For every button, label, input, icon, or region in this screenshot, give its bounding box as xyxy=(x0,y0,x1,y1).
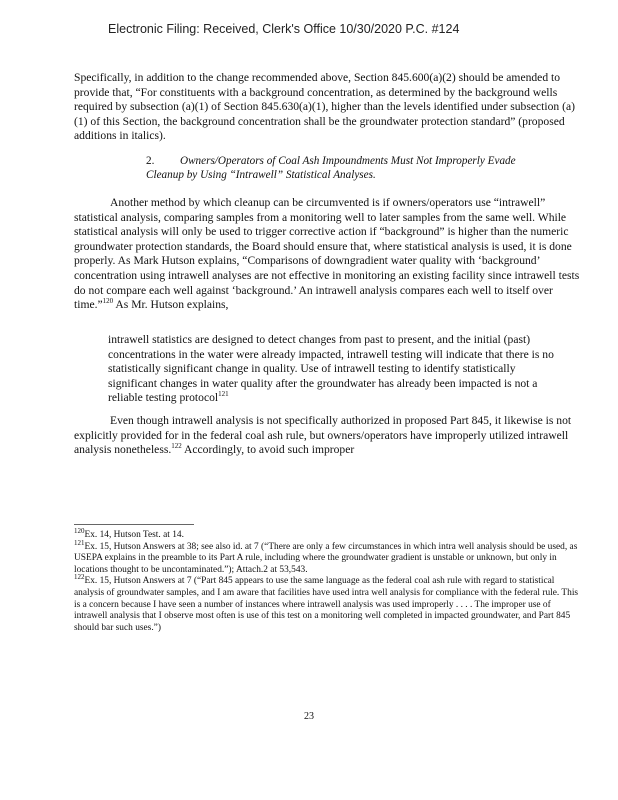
paragraph-text: Another method by which cleanup can be circumvented is if owners/operators use “intrawell” statistical analysis, comparing samples from a monitoring well to later samples from the same well. While statistical analysis will only be used to trigger corrective action if “background” is higher than the numeric groundwater protection standards, the Board should ensure that, where statistical analysis is used, it is done properly. As Mark Hutson explains, “Comparisons of downgradient water quality with ‘background’ concentration using intrawell analyses are not effective in monitoring an existing facility since intrawell tests do not compare each well against ‘background.’ An intrawell analysis compares each well to itself over time.” xyxy=(74,196,580,312)
section-number: 2. xyxy=(146,155,155,167)
footnote-number: 122 xyxy=(74,573,85,582)
section-heading xyxy=(146,154,526,183)
paragraph-background-standard: Specifically, in addition to the change recommended above, Section 845.600(a)(2) should be amended to provide that, “For constituents with a background concentration, as determined by the background wells required by subsection (a)(1) of Section 845.630(a)(1), higher than the levels identified under subsection (a)(1) of this Section, the background concentration shall be the groundwater protection standard” (proposed additions in italics). xyxy=(74,71,575,143)
footnotes xyxy=(74,526,586,634)
footnote-text: Ex. 14, Hutson Test. at 14. xyxy=(84,530,184,540)
footnote-ref-122: 122 xyxy=(171,442,182,451)
footnote-separator xyxy=(74,524,194,525)
paragraph-tail: Accordingly, to avoid such improper xyxy=(181,443,355,457)
section-title: Owners/Operators of Coal Ash Impoundments Must Not Improperly Evade Cleanup by Using “Intrawell” Statistical Analyses. xyxy=(146,155,516,182)
footnote-text: Ex. 15, Hutson Answers at 7 (“Part 845 appears to use the same language as the federal coal ash rule with regard to statistical analysis of groundwater samples, and I am aware that facilities have used intra well analysis for compliance with the federal rule. This is a concern because I have seen a number of instances where intrawell analysis was used improperly . . . . The improper use of intrawell analysis that I observe most often is use of this test on a monitoring well completed in impacted groundwater, and Part 845 should bar such uses.”) xyxy=(74,576,579,633)
paragraph-federal-rule xyxy=(74,414,586,458)
footnote-120 xyxy=(74,526,586,542)
footnote-ref-121: 121 xyxy=(218,390,229,399)
paragraph-text: Even though intrawell analysis is not specifically authorized in proposed Part 845, it likewise is not explicitly provided for in the federal coal ash rule, but owners/operators have improperly utilized intrawell analysis nonetheless. xyxy=(74,414,572,457)
footnote-122 xyxy=(74,573,586,634)
page-number: 23 xyxy=(304,711,314,722)
filing-header: Electronic Filing: Received, Clerk's Office 10/30/2020 P.C. #124 xyxy=(108,22,460,36)
footnote-number: 121 xyxy=(74,538,85,547)
paragraph-intrawell-method xyxy=(74,196,586,313)
footnote-text: Ex. 15, Hutson Answers at 38; see also id. at 7 (“There are only a few circumstances in which intra well analysis should be used, as USEPA explains in the preamble to its Part A rule, including where the groundwater gradient is unstable or unknown, but only in locations thought to be uncontaminated.”); Attach.2 at 53,543. xyxy=(74,541,578,575)
block-quote xyxy=(108,333,554,406)
block-quote-text: intrawell statistics are designed to detect changes from past to present, and the initial (past) concentrations in the water were already impacted, intrawell testing will indicate that there is no statistically significant change in quality. Use of intrawell testing to identify statistically significant changes in water quality after the groundwater has already been impacted is not a reliable testing protocol xyxy=(108,333,554,405)
footnote-ref-120: 120 xyxy=(102,297,114,306)
footnote-121 xyxy=(74,538,586,577)
footnote-number: 120 xyxy=(74,526,85,535)
paragraph-tail: As Mr. Hutson explains, xyxy=(113,298,229,312)
